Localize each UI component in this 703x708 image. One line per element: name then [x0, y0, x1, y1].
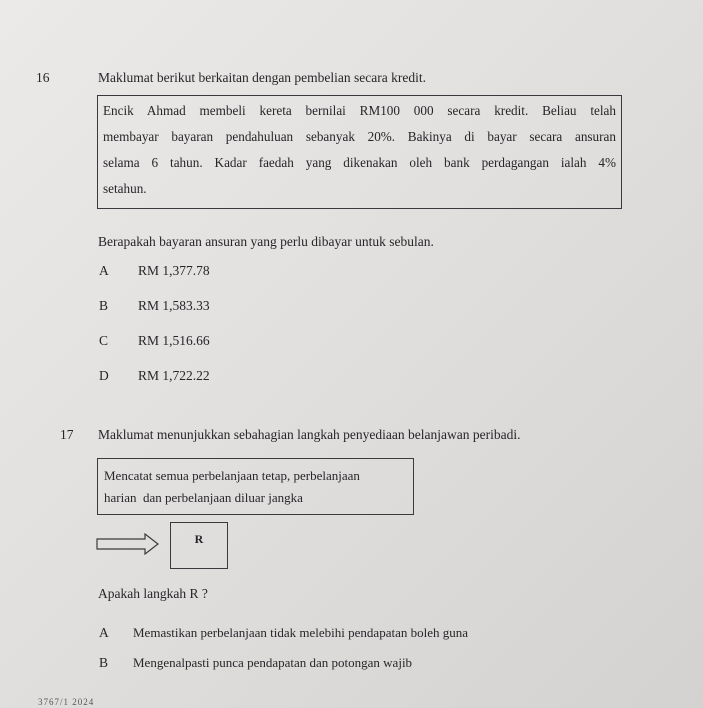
step-r-label: R	[194, 532, 204, 546]
option-text: RM 1,377.78	[138, 263, 210, 278]
info-box-line: harian dan perbelanjaan diluar jangka	[104, 490, 303, 505]
option-letter: A	[99, 263, 109, 278]
option-letter: B	[99, 298, 109, 313]
info-box-line: selama 6 tahun. Kadar faedah yang dikenakan oleh bank perdagangan ialah 4%	[103, 155, 616, 170]
question-17-prompt: Apakah langkah R ?	[98, 586, 208, 601]
step-r-box	[170, 522, 228, 569]
question-17-number: 17	[60, 427, 74, 442]
option-text: RM 1,722.22	[138, 368, 210, 383]
option-text: RM 1,583.33	[138, 298, 210, 313]
info-box-line: Mencatat semua perbelanjaan tetap, perbelanjaan	[104, 468, 360, 483]
question-17-info-box	[97, 458, 414, 515]
option-text: Mengenalpasti punca pendapatan dan potongan wajib	[133, 655, 413, 670]
page-footer: 3767/1 2024	[38, 697, 95, 707]
option-text: Memastikan perbelanjaan tidak melebihi pendapatan boleh guna	[133, 625, 468, 640]
question-16-stem: Maklumat berikut berkaitan dengan pembelian secara kredit.	[98, 70, 426, 85]
option-letter: B	[99, 655, 109, 670]
option-letter: C	[99, 333, 109, 348]
info-box-line: Encik Ahmad membeli kereta bernilai RM100 000 secara kredit. Beliau telah	[103, 103, 616, 118]
option-letter: A	[99, 625, 109, 640]
question-16-number: 16	[36, 70, 50, 85]
option-letter: D	[99, 368, 109, 383]
question-16-info-box	[97, 95, 622, 209]
right-arrow-icon	[95, 533, 161, 555]
info-box-line: membayar bayaran pendahuluan sebanyak 20%. Bakinya di bayar secara ansuran	[103, 129, 616, 144]
info-box-line: setahun.	[103, 181, 147, 196]
option-text: RM 1,516.66	[138, 333, 210, 348]
question-17-stem: Maklumat menunjukkan sebahagian langkah penyediaan belanjawan peribadi.	[98, 427, 521, 442]
question-16-prompt: Berapakah bayaran ansuran yang perlu dibayar untuk sebulan.	[98, 234, 434, 249]
